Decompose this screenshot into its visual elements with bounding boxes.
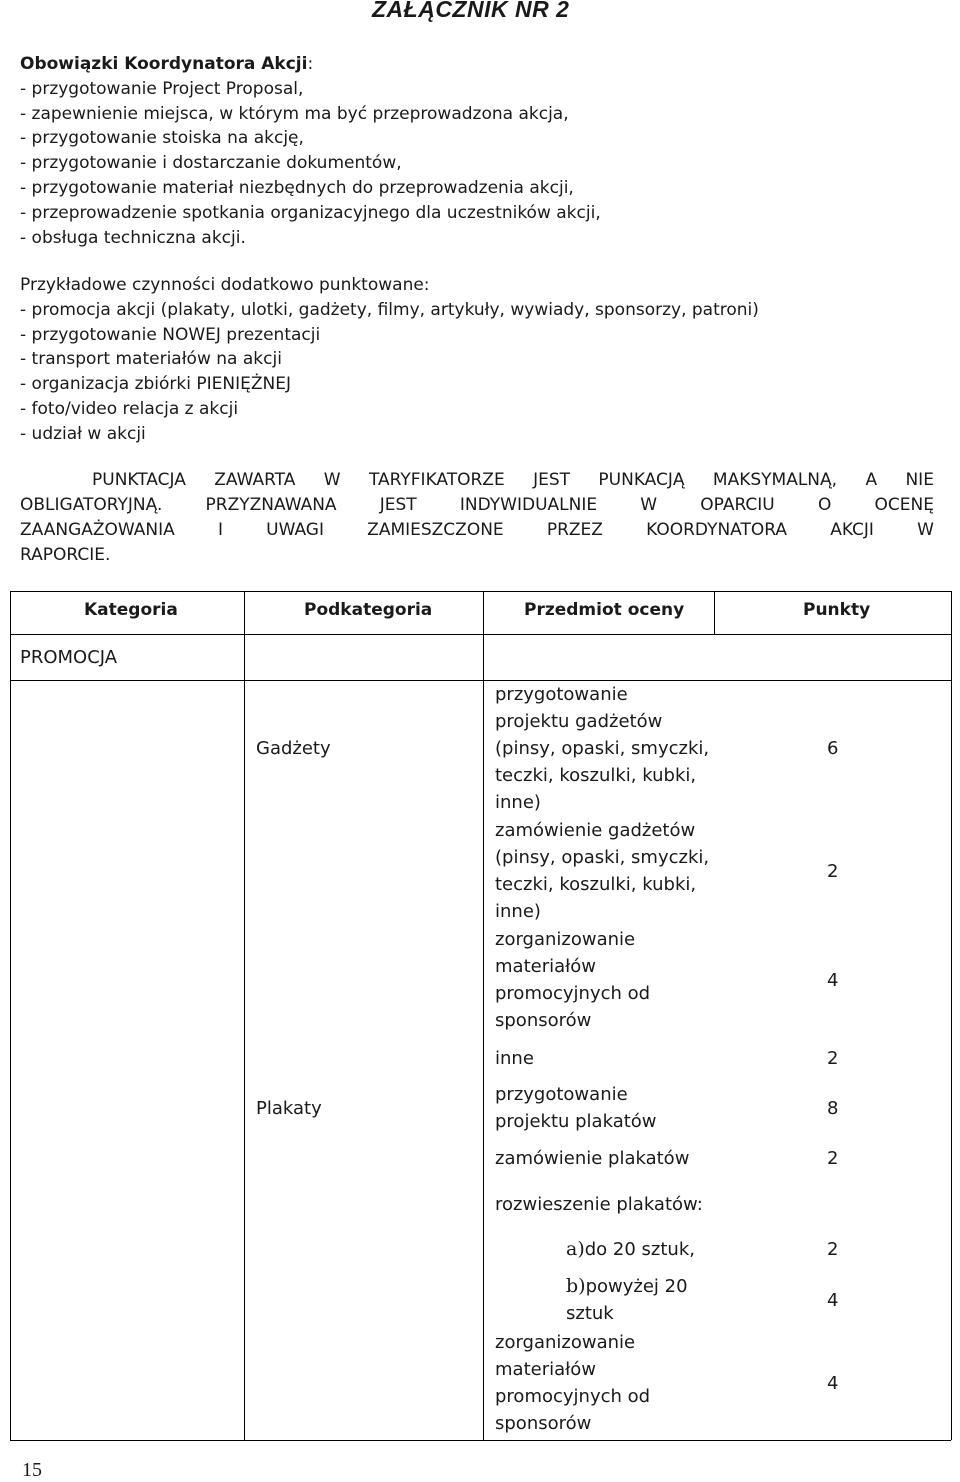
extra-item: - udział w akcji bbox=[20, 423, 146, 444]
note-word: NIE bbox=[905, 470, 934, 490]
points-value: 2 bbox=[827, 1148, 839, 1169]
header-punkty: Punkty bbox=[803, 600, 871, 620]
scoring-note bbox=[20, 468, 934, 568]
table-border-left bbox=[10, 591, 11, 1440]
points-value: 8 bbox=[827, 1098, 839, 1119]
note-word: O bbox=[817, 495, 832, 515]
note-word: KOORDYNATORA bbox=[646, 520, 788, 540]
note-word: TARYFIKATORZE bbox=[368, 470, 505, 490]
item-order-gadgets: zamówienie gadżetów (pinsy, opaski, smyczki, teczki, koszulki, kubki, inne) bbox=[495, 820, 710, 922]
note-word: ZAANGAŻOWANIA bbox=[20, 520, 175, 540]
extra-item: - foto/video relacja z akcji bbox=[20, 398, 239, 419]
annex-title: ZAŁĄCZNIK NR 2 bbox=[372, 0, 570, 22]
header-podkategoria: Podkategoria bbox=[304, 600, 433, 620]
item-design-gadgets: przygotowanie projektu gadżetów (pinsy, opaski, smyczki, teczki, koszulki, kubki, inne) bbox=[495, 684, 710, 813]
note-line-3 bbox=[20, 518, 934, 543]
note-word: INDYWIDUALNIE bbox=[459, 495, 598, 515]
points-value: 2 bbox=[827, 861, 839, 882]
note-word: PUNKTACJA bbox=[92, 470, 186, 490]
table-column-divider bbox=[714, 591, 715, 634]
note-word: I bbox=[217, 520, 223, 540]
note-word: OBLIGATORYJNĄ. bbox=[20, 495, 163, 515]
item-hang-up-to-20: a)do 20 sztuk, bbox=[566, 1238, 695, 1260]
table-column-divider bbox=[244, 591, 245, 1440]
extra-heading: Przykładowe czynności dodatkowo punktowane: bbox=[20, 275, 430, 295]
duty-item: - przygotowanie materiał niezbędnych do przeprowadzenia akcji, bbox=[20, 177, 574, 198]
duty-item: - przygotowanie Project Proposal, bbox=[20, 78, 304, 99]
note-word: PRZEZ bbox=[546, 520, 603, 540]
coordinator-duties bbox=[20, 52, 601, 250]
note-word: W bbox=[917, 520, 934, 540]
table-border-top bbox=[10, 591, 951, 592]
subcategory-gadzety: Gadżety bbox=[256, 738, 331, 759]
points-value: 2 bbox=[827, 1239, 839, 1260]
header-kategoria: Kategoria bbox=[84, 600, 178, 620]
extra-item: - przygotowanie NOWEJ prezentacji bbox=[20, 324, 321, 345]
table-border-bottom bbox=[10, 1440, 951, 1441]
duties-heading: Obowiązki Koordynatora Akcji bbox=[20, 54, 308, 74]
note-word: AKCJI bbox=[830, 520, 874, 540]
note-word: W bbox=[640, 495, 658, 515]
item-sponsor-materials-posters: zorganizowanie materiałów promocyjnych od sponsorów bbox=[495, 1332, 651, 1434]
item-hang-over-20: b)powyżej 20 sztuk bbox=[566, 1275, 688, 1324]
note-word: UWAGI bbox=[266, 520, 324, 540]
points-value: 4 bbox=[827, 1373, 839, 1394]
duty-item: - obsługa techniczna akcji. bbox=[20, 227, 246, 248]
points-value: 4 bbox=[827, 970, 839, 991]
note-word: PUNKACJĄ bbox=[598, 470, 685, 490]
note-word: OCENĘ bbox=[874, 495, 934, 515]
extra-item: - transport materiałów na akcji bbox=[20, 349, 282, 370]
table-column-divider bbox=[483, 591, 484, 1440]
note-line-1 bbox=[20, 468, 934, 493]
note-line-2 bbox=[20, 493, 934, 518]
subcategory-plakaty: Plakaty bbox=[256, 1098, 322, 1119]
note-word: A bbox=[865, 470, 878, 490]
item-hang-posters: rozwieszenie plakatów: bbox=[495, 1194, 703, 1215]
table-border-right bbox=[951, 591, 952, 1440]
extra-item: - promocja akcji (plakaty, ulotki, gadżety, filmy, artykuły, wywiady, sponsorzy, patroni) bbox=[20, 299, 759, 320]
extra-activities bbox=[20, 273, 759, 447]
item-design-posters: przygotowanie projektu plakatów bbox=[495, 1084, 657, 1132]
note-word: JEST bbox=[379, 495, 417, 515]
note-word: PRZYZNAWANA bbox=[205, 495, 337, 515]
duty-item: - przeprowadzenie spotkania organizacyjnego dla uczestników akcji, bbox=[20, 202, 601, 223]
note-line-4: RAPORCIE. bbox=[20, 545, 111, 565]
duty-item: - przygotowanie i dostarczanie dokumentów, bbox=[20, 153, 402, 174]
duties-heading-colon: : bbox=[307, 54, 314, 74]
page-number: 15 bbox=[22, 1459, 42, 1481]
points-value: 2 bbox=[827, 1048, 839, 1069]
item-other: inne bbox=[495, 1048, 534, 1069]
note-word: ZAWARTA bbox=[214, 470, 296, 490]
note-word: OPARCIU bbox=[700, 495, 775, 515]
table-category-divider bbox=[10, 680, 951, 681]
note-word: W bbox=[323, 470, 341, 490]
note-word: JEST bbox=[533, 470, 571, 490]
duty-item: - zapewnienie miejsca, w którym ma być przeprowadzona akcja, bbox=[20, 103, 569, 124]
item-order-posters: zamówienie plakatów bbox=[495, 1148, 690, 1169]
points-value: 4 bbox=[827, 1290, 839, 1311]
extra-item: - organizacja zbiórki PIENIĘŻNEJ bbox=[20, 374, 291, 395]
note-word: ZAMIESZCZONE bbox=[367, 520, 504, 540]
table-header-divider bbox=[10, 634, 951, 635]
points-value: 6 bbox=[827, 738, 839, 759]
duty-item: - przygotowanie stoiska na akcję, bbox=[20, 128, 304, 149]
header-przedmiot-oceny: Przedmiot oceny bbox=[524, 600, 685, 620]
category-promocja: PROMOCJA bbox=[20, 647, 118, 668]
note-word: MAKSYMALNĄ, bbox=[712, 470, 838, 490]
item-sponsor-materials: zorganizowanie materiałów promocyjnych od sponsorów bbox=[495, 929, 651, 1031]
